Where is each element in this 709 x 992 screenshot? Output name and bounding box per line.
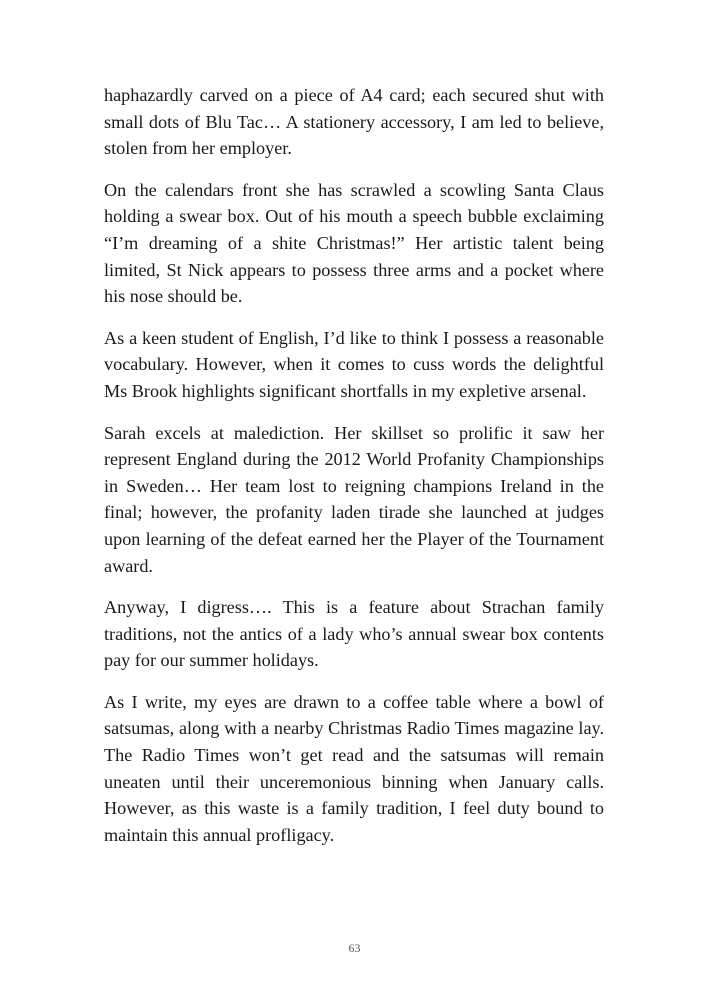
- paragraph-digress: Anyway, I digress…. This is a feature about Strachan family traditions, not the antics of a lady who’s annual swear box contents pay for our summer holidays.: [104, 597, 604, 671]
- body-text: [104, 82, 604, 863]
- page-number: 63: [348, 941, 361, 955]
- paragraph-vocabulary: As a keen student of English, I’d like to think I possess a reasonable vocabulary. However, when it comes to cuss words the delightful Ms Brook highlights significant shortfalls in my expletive arsenal.: [104, 327, 604, 401]
- paragraph-santa-drawing: On the calendars front she has scrawled a scowling Santa Claus holding a swear box. Out of his mouth a speech bubble exclaiming “I’m dreaming of a shite Christmas!” Her artistic talent being limited, St Nick appears to possess three arms and a pocket where his nose should be.: [104, 179, 604, 307]
- paragraph-satsumas: As I write, my eyes are drawn to a coffee table where a bowl of satsumas, along with a nearby Christmas Radio Times magazine lay. The Radio Times won’t get read and the satsumas will remain uneaten until their unceremonious binning when January calls. However, as this waste is a family tradition, I feel duty bound to maintain this annual profligacy.: [104, 691, 604, 845]
- paragraph-malediction: Sarah excels at malediction. Her skillset so prolific it saw her represent England during the 2012 World Profanity Championships in Sweden… Her team lost to reigning champions Ireland in the final; however, the profanity laden tirade she launched at judges upon learning of the defeat earned her the Player of the Tournament award.: [104, 422, 604, 576]
- paragraph-calendar-card: haphazardly carved on a piece of A4 card; each secured shut with small dots of Blu Tac… A stationery accessory, I am led to believe, stolen from her employer.: [104, 85, 604, 159]
